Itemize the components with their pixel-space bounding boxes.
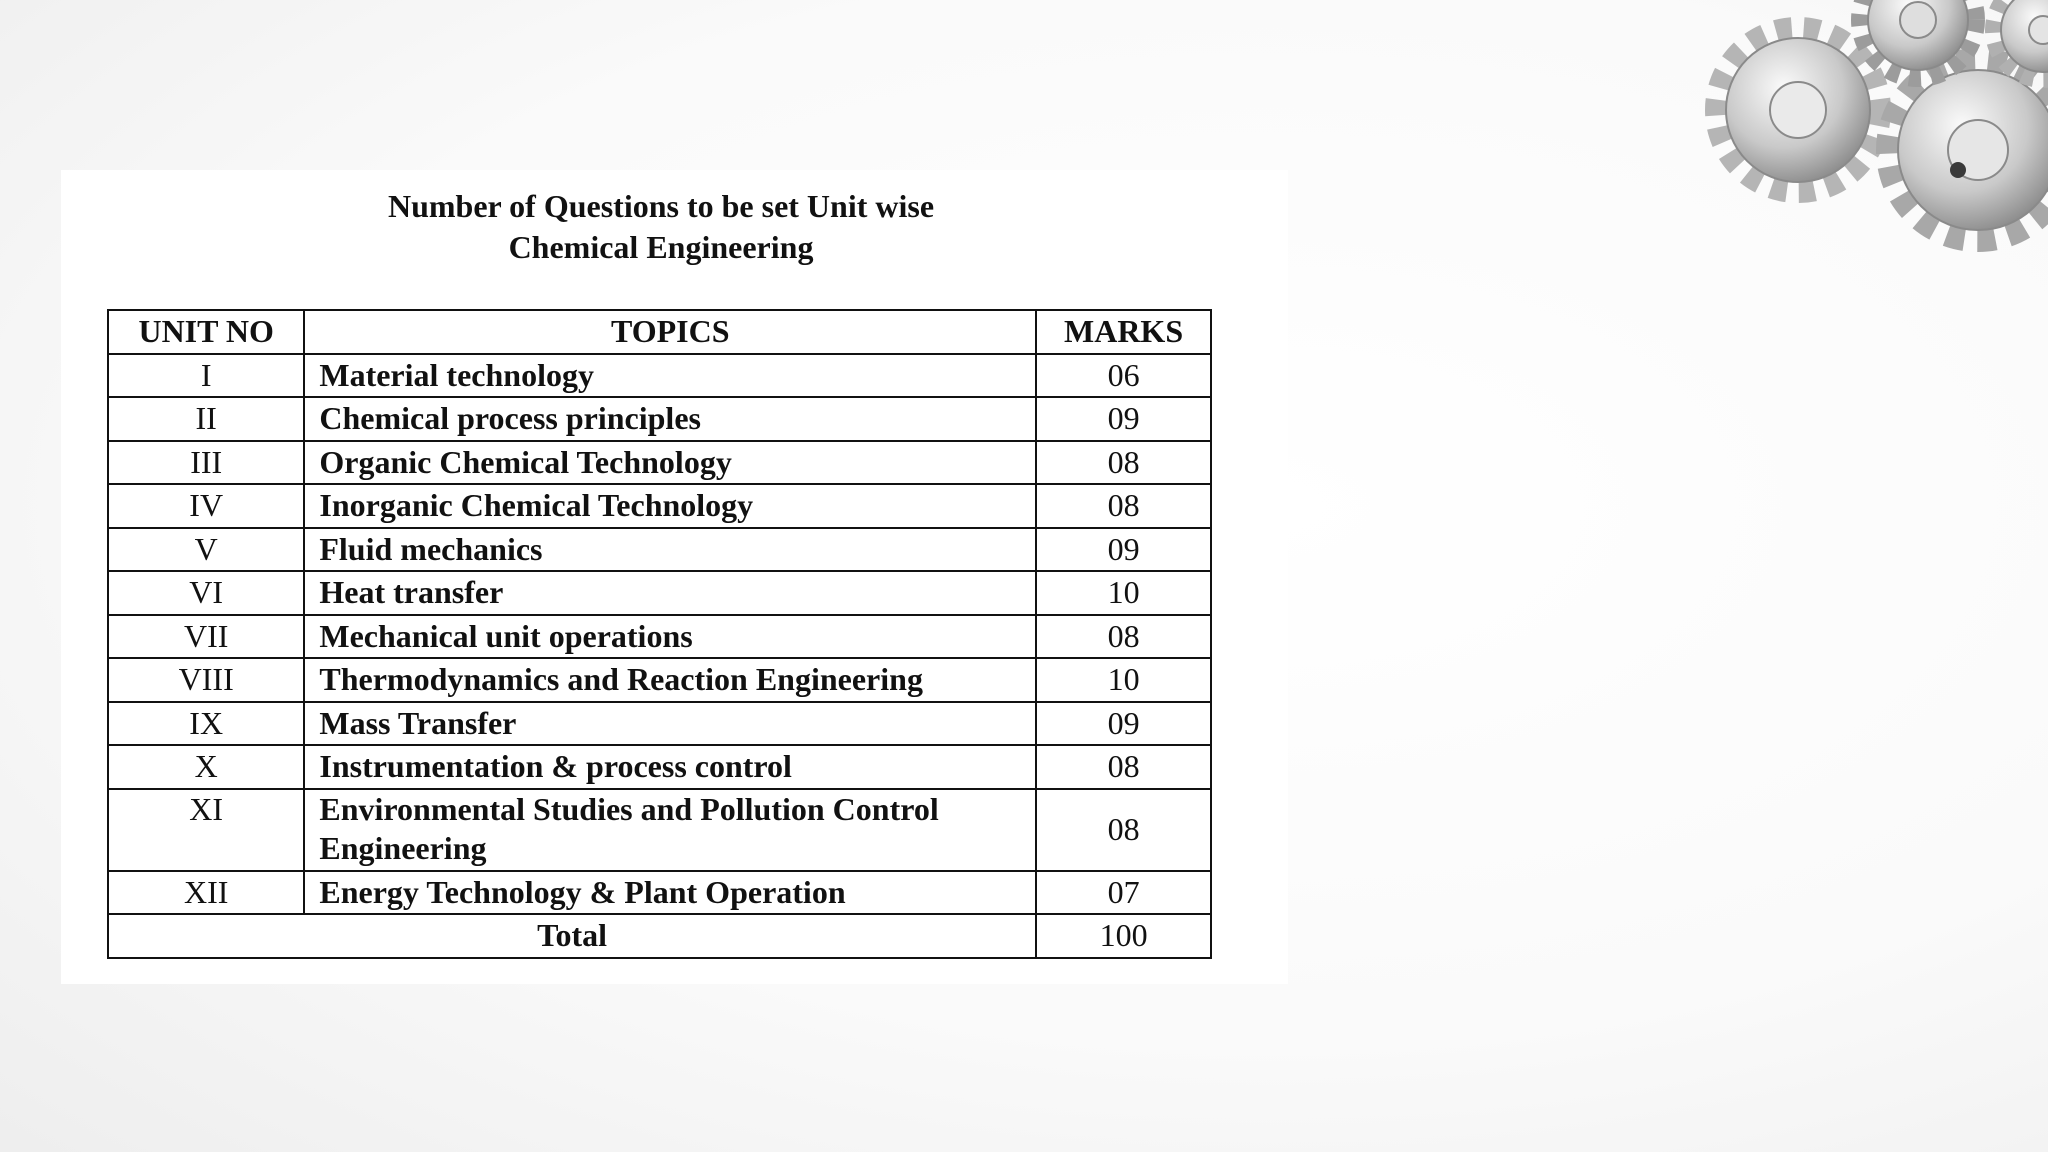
gear-icon [1716, 28, 1880, 192]
total-label: Total [108, 914, 1036, 958]
unit-cell: XII [108, 871, 304, 915]
topic-cell: Material technology [304, 354, 1036, 398]
topic-cell: Organic Chemical Technology [304, 441, 1036, 485]
table-row [108, 745, 1211, 789]
marks-cell: 10 [1036, 658, 1211, 702]
unit-cell: I [108, 354, 304, 398]
unit-cell: II [108, 397, 304, 441]
unit-cell: III [108, 441, 304, 485]
marks-cell: 08 [1036, 484, 1211, 528]
table-row [108, 441, 1211, 485]
header-unit-no: UNIT NO [108, 310, 304, 354]
topic-cell: Energy Technology & Plant Operation [304, 871, 1036, 915]
total-value: 100 [1036, 914, 1211, 958]
units-table [107, 309, 1212, 959]
topic-cell: Thermodynamics and Reaction Engineering [304, 658, 1036, 702]
unit-cell: IV [108, 484, 304, 528]
gears-decoration [1648, 0, 2048, 300]
topic-cell: Fluid mechanics [304, 528, 1036, 572]
total-row [108, 914, 1211, 958]
title-line-2: Chemical Engineering [508, 229, 814, 265]
title-line-1: Number of Questions to be set Unit wise [387, 188, 935, 224]
gear-icon [1860, 0, 1976, 78]
unit-cell: VI [108, 571, 304, 615]
topic-line-1: Environmental Studies and Pollution Control [319, 790, 939, 827]
unit-cell: V [108, 528, 304, 572]
marks-cell: 07 [1036, 871, 1211, 915]
table-row [108, 615, 1211, 659]
table-row [108, 658, 1211, 702]
topic-line-2: Engineering [319, 829, 487, 866]
marks-cell: 09 [1036, 397, 1211, 441]
table-row [108, 484, 1211, 528]
table-row [108, 871, 1211, 915]
topic-cell [304, 789, 1036, 871]
table-row [108, 354, 1211, 398]
header-marks: MARKS [1036, 310, 1211, 354]
topic-cell: Mechanical unit operations [304, 615, 1036, 659]
unit-cell: XI [108, 789, 304, 871]
marks-cell: 06 [1036, 354, 1211, 398]
marks-cell: 09 [1036, 528, 1211, 572]
unit-cell: VIII [108, 658, 304, 702]
marks-cell: 08 [1036, 441, 1211, 485]
unit-cell: X [108, 745, 304, 789]
document-title [61, 186, 1261, 268]
table-row [108, 571, 1211, 615]
marks-cell: 08 [1036, 745, 1211, 789]
topic-cell: Chemical process principles [304, 397, 1036, 441]
topic-cell: Mass Transfer [304, 702, 1036, 746]
document-card [61, 170, 1288, 984]
table-header-row [108, 310, 1211, 354]
table-row [108, 528, 1211, 572]
header-topics: TOPICS [304, 310, 1036, 354]
marks-cell: 09 [1036, 702, 1211, 746]
marks-cell: 08 [1036, 615, 1211, 659]
unit-cell: IX [108, 702, 304, 746]
gear-icon [1888, 60, 2048, 240]
unit-cell: VII [108, 615, 304, 659]
table-row [108, 397, 1211, 441]
topic-cell: Inorganic Chemical Technology [304, 484, 1036, 528]
topic-cell: Instrumentation & process control [304, 745, 1036, 789]
topic-cell: Heat transfer [304, 571, 1036, 615]
marks-cell: 08 [1036, 789, 1211, 871]
marks-cell: 10 [1036, 571, 1211, 615]
table-row [108, 789, 1211, 871]
table-row [108, 702, 1211, 746]
